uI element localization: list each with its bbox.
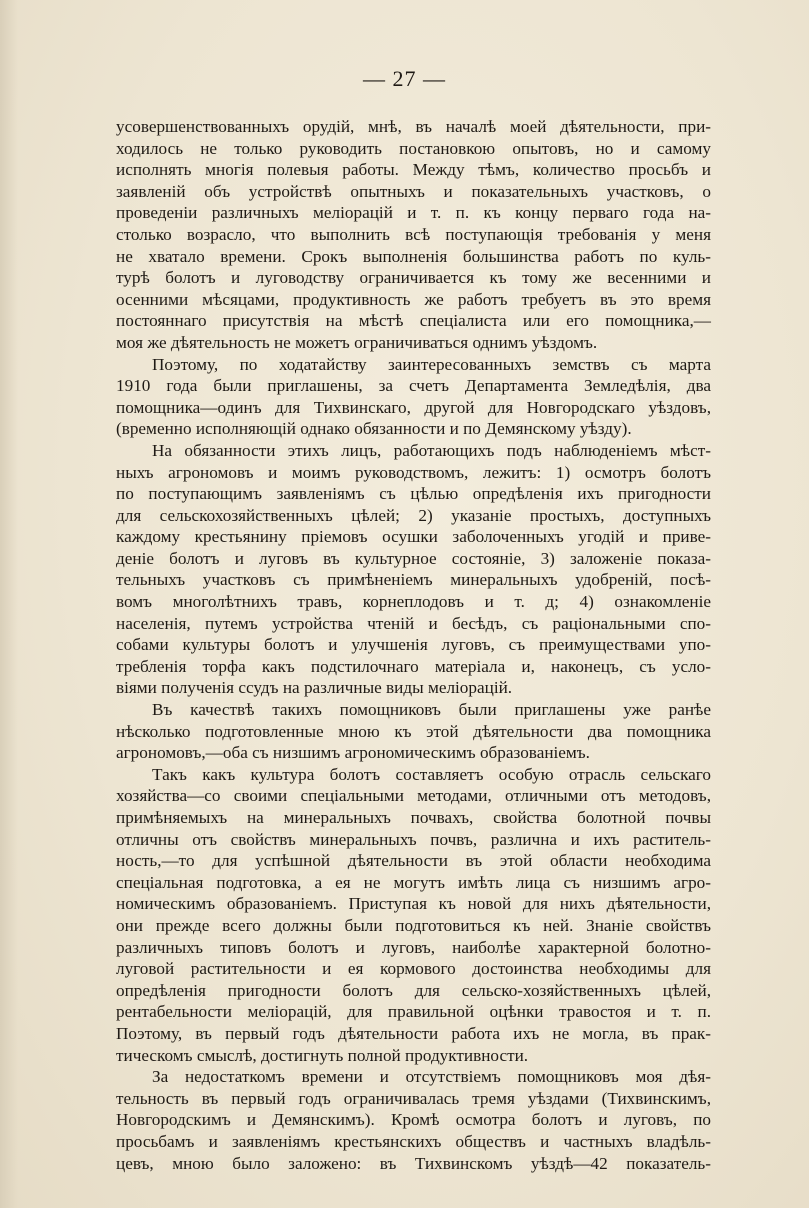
text-line: для сельскохозяйственныхъ цѣлей; 2) указаніе простыхъ, доступныхъ bbox=[116, 505, 711, 525]
text-line: Поэтому, въ первый годъ дѣятельности работа ихъ не могла, въ прак- bbox=[116, 1023, 711, 1043]
text-line: ныхъ агрономовъ и моимъ руководствомъ, лежитъ: 1) осмотръ болотъ bbox=[116, 462, 711, 482]
text-line: ходилось не только руководить постановкою опытовъ, но и самому bbox=[116, 138, 711, 158]
text-line: по поступающимъ заявленіямъ съ цѣлью опредѣленія ихъ пригодности bbox=[116, 484, 711, 504]
text-line: хозяйства—со своими спеціальными методами, отличными отъ методовъ, bbox=[116, 786, 711, 806]
text-line: турѣ болотъ и луговодству ограничивается къ тому же весенними и bbox=[116, 268, 711, 288]
text-line: отличны отъ свойствъ минеральныхъ почвъ, различна и ихъ раститель- bbox=[116, 829, 711, 849]
text-line: моя же дѣятельность не можетъ ограничиваться однимъ уѣздомъ. bbox=[116, 332, 598, 352]
body-text bbox=[116, 116, 711, 1174]
text-line: различныхъ типовъ болотъ и луговъ, наиболѣе характерной болотно- bbox=[116, 937, 711, 957]
text-line: луговой растительности и ея кормового достоинства необходимы для bbox=[116, 959, 711, 979]
text-line: вомъ многолѣтнихъ травъ, корнеплодовъ и т. д; 4) ознакомленіе bbox=[116, 592, 711, 612]
text-line: населенія, путемъ устройства чтеній и бесѣдъ, съ раціональными спо- bbox=[116, 613, 711, 633]
text-line: Новгородскимъ и Демянскимъ). Кромѣ осмотра болотъ и луговъ, по bbox=[116, 1110, 711, 1130]
text-line: столько возрасло, что выполнить всѣ поступающія требованія у меня bbox=[116, 224, 711, 244]
text-line: не хватало времени. Срокъ выполненія большинства работъ по куль- bbox=[116, 246, 711, 266]
text-line: агрономовъ,—оба съ низшимъ агрономическимъ образованіемъ. bbox=[116, 743, 590, 763]
text-line: просьбамъ и заявленіямъ крестьянскихъ обществъ и частныхъ владѣль- bbox=[116, 1131, 711, 1151]
text-line: собами культуры болотъ и улучшенія луговъ, съ преимуществами упо- bbox=[116, 635, 711, 655]
text-line: віями полученія ссудъ на различные виды меліорацій. bbox=[116, 678, 513, 698]
text-line: опредѣленія пригодности болотъ для сельско-хозяйственныхъ цѣлей, bbox=[116, 980, 711, 1000]
text-line: рентабельности меліорацій, для правильной оцѣнки травостоя и т. п. bbox=[116, 1002, 711, 1022]
text-line: тельныхъ участковъ съ примѣненіемъ минеральныхъ удобреній, посѣ- bbox=[116, 570, 711, 590]
text-line: заявленій объ устройствѣ опытныхъ и показательныхъ участковъ, о bbox=[116, 181, 711, 201]
text-line: деніе болотъ и луговъ въ культурное состояніе, 3) заложеніе показа- bbox=[116, 548, 711, 568]
text-line: исполнять многія полевыя работы. Между тѣмъ, количество просьбъ и bbox=[116, 160, 711, 180]
text-line: номическимъ образованіемъ. Приступая къ новой для нихъ дѣятельности, bbox=[116, 894, 711, 914]
page-gutter-shadow bbox=[0, 0, 18, 1208]
text-line: тическомъ смыслѣ, достигнуть полной продуктивности. bbox=[116, 1045, 529, 1065]
text-line: (временно исполняющій однако обязанности и по Демянскому уѣзду). bbox=[116, 419, 632, 439]
text-line: они прежде всего должны были подготовиться къ ней. Знаніе свойствъ bbox=[116, 915, 711, 935]
text-line: цевъ, мною было заложено: въ Тихвинскомъ уѣздѣ—42 показатель- bbox=[116, 1153, 711, 1173]
text-line: спеціальная подготовка, а ея не могутъ имѣть лица съ низшимъ агро- bbox=[116, 872, 711, 892]
text-line: тельность въ первый годъ ограничивалась тремя уѣздами (Тихвинскимъ, bbox=[116, 1088, 711, 1108]
page-number: — 27 — bbox=[363, 66, 446, 91]
text-line: 1910 года были приглашены, за счетъ Департамента Земледѣлія, два bbox=[116, 376, 711, 396]
text-line: За недостаткомъ времени и отсутствіемъ помощниковъ моя дѣя- bbox=[152, 1067, 711, 1087]
text-line: Такъ какъ культура болотъ составляетъ особую отрасль сельскаго bbox=[152, 764, 711, 784]
text-line: нѣсколько подготовленные мною къ этой дѣятельности два помощника bbox=[116, 721, 711, 741]
text-line: каждому крестьянину пріемовъ осушки заболоченныхъ угодій и приве- bbox=[116, 527, 711, 547]
text-line: Въ качествѣ такихъ помощниковъ были приглашены уже ранѣе bbox=[152, 700, 711, 720]
text-line: помощника—одинъ для Тихвинскаго, другой для Новгородскаго уѣздовъ, bbox=[116, 397, 711, 417]
text-line: осенними мѣсяцами, продуктивность же работъ требуетъ въ это время bbox=[116, 289, 711, 309]
text-line: Поэтому, по ходатайству заинтересованныхъ земствъ съ марта bbox=[152, 354, 711, 374]
text-line: требленія торфа какъ подстилочнаго матеріала и, наконецъ, съ усло- bbox=[116, 656, 711, 676]
text-line: усовершенствованныхъ орудій, мнѣ, въ началѣ моей дѣятельности, при- bbox=[116, 117, 711, 136]
text-line: На обязанности этихъ лицъ, работающихъ подъ наблюденіемъ мѣст- bbox=[152, 440, 711, 460]
text-line: примѣняемыхъ на минеральныхъ почвахъ, свойства болотной почвы bbox=[116, 808, 711, 827]
text-line: постояннаго присутствія на мѣстѣ спеціалиста или его помощника,— bbox=[116, 311, 711, 331]
text-line: ность,—то для успѣшной дѣятельности въ этой области необходима bbox=[116, 851, 711, 871]
text-line: проведеніи различныхъ меліорацій и т. п. къ концу перваго года на- bbox=[116, 203, 711, 223]
